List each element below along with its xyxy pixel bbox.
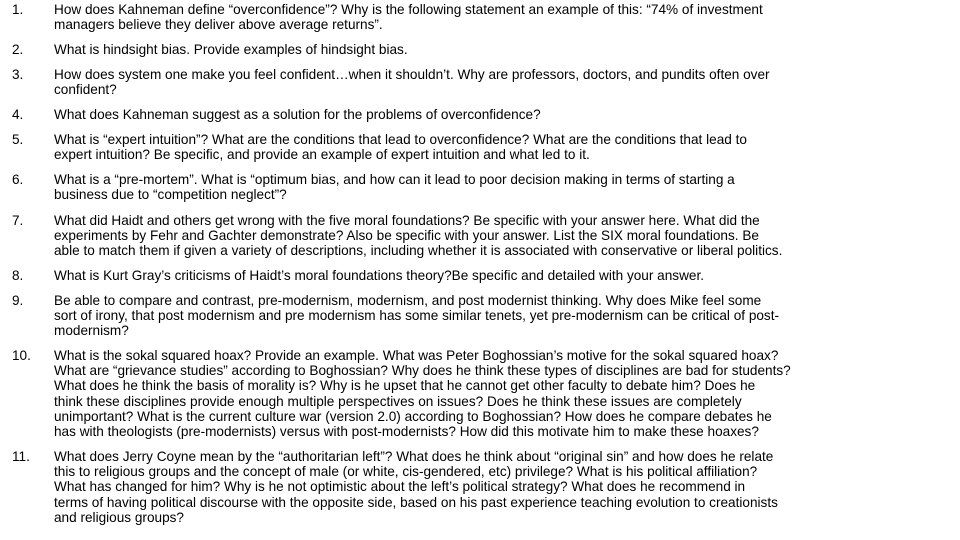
question-number: 3. [12, 67, 24, 82]
question-line: How does system one make you feel confident…when it shouldn’t. Why are professors, doctors, and pundits often over [54, 67, 770, 82]
question-text [54, 348, 954, 439]
question-line: What did Haidt and others get wrong with the five moral foundations? Be specific with your answer here. What did the [54, 213, 760, 228]
question-number: 6. [12, 172, 24, 187]
question-line: unimportant? What is the current culture war (version 2.0) according to Boghossian? How does he compare debates he [54, 408, 772, 424]
question-line: What is the sokal squared hoax? Provide an example. What was Peter Boghossian’s motive for the sokal squared hoax? [54, 348, 779, 363]
question-line: sort of irony, that post modernism and pre modernism has some similar tenets, yet pre-modernism can be critical of post- [54, 308, 780, 324]
question-number: 4. [12, 107, 24, 122]
question-line: and religious groups? [54, 509, 184, 525]
question-text [54, 132, 954, 162]
question-line: think these disciplines provide enough multiple perspectives on issues? Does he think these issues are completely [54, 393, 742, 409]
question-text [54, 449, 954, 525]
question-line: What is “expert intuition”? What are the conditions that lead to overconfidence? What are the conditions that lead to [54, 132, 747, 147]
question-line: What is Kurt Gray’s criticisms of Haidt’s moral foundations theory?Be specific and detailed with your answer. [54, 268, 705, 283]
question-line: has with theologists (pre-modernists) versus with post-modernists? How did this motivate him to make these hoaxes? [54, 424, 759, 440]
question-text [54, 42, 954, 57]
question-number: 11. [12, 449, 30, 464]
question-text [54, 107, 954, 122]
question-line: terms of having political discourse with the opposite side, based on his past experience teaching evolution to creationists [54, 494, 778, 510]
question-line: managers believe they deliver above average returns”. [54, 17, 383, 33]
question-line: What has changed for him? Why is he not optimistic about the left’s political strategy? What does he recommend in [54, 479, 746, 495]
question-line: What is hindsight bias. Provide examples of hindsight bias. [54, 42, 408, 57]
question-number: 9. [12, 293, 24, 308]
question-text [54, 2, 954, 32]
question-text [54, 268, 954, 283]
question-line: this to religious groups and the concept of male (or white, cis-gendered, etc) privilege? What is his political affiliation? [54, 464, 758, 480]
question-number: 1. [12, 2, 24, 17]
question-number: 2. [12, 42, 24, 57]
question-line: confident? [54, 82, 117, 98]
question-text [54, 67, 954, 97]
question-line: Be able to compare and contrast, pre-modernism, modernism, and post modernist thinking. Why does Mike feel some [54, 293, 762, 308]
question-line: What are “grievance studies” according to Boghossian? Why does he think these types of disciplines are bad for students? [54, 363, 791, 379]
question-line: able to match them if given a variety of descriptions, including whether it is associated with conservative or liberal politics. [54, 243, 783, 259]
question-line: business due to “competition neglect”? [54, 187, 287, 203]
question-line: What is a “pre-mortem”. What is “optimum bias, and how can it lead to poor decision making in terms of starting a [54, 172, 735, 187]
question-line: experiments by Fehr and Gachter demonstrate? Also be specific with your answer. List the SIX moral foundations. Be [54, 228, 759, 244]
question-line: How does Kahneman define “overconfidence”? Why is the following statement an example of this: “74% of investment [54, 2, 763, 17]
question-text [54, 213, 954, 259]
question-number: 5. [12, 132, 24, 147]
question-text [54, 293, 954, 339]
question-line: What does Kahneman suggest as a solution for the problems of overconfidence? [54, 107, 541, 122]
question-line: What does he think the basis of morality is? Why is he upset that he cannot get other faculty to debate him? Does he [54, 378, 756, 394]
question-line: expert intuition? Be specific, and provide an example of expert intuition and what led to it. [54, 147, 590, 163]
question-number: 8. [12, 268, 24, 283]
question-text [54, 172, 954, 202]
question-line: What does Jerry Coyne mean by the “authoritarian left”? What does he think about “original sin” and how does he relate [54, 449, 774, 464]
question-number: 10. [12, 348, 31, 363]
question-line: modernism? [54, 323, 129, 339]
question-number: 7. [12, 213, 24, 228]
